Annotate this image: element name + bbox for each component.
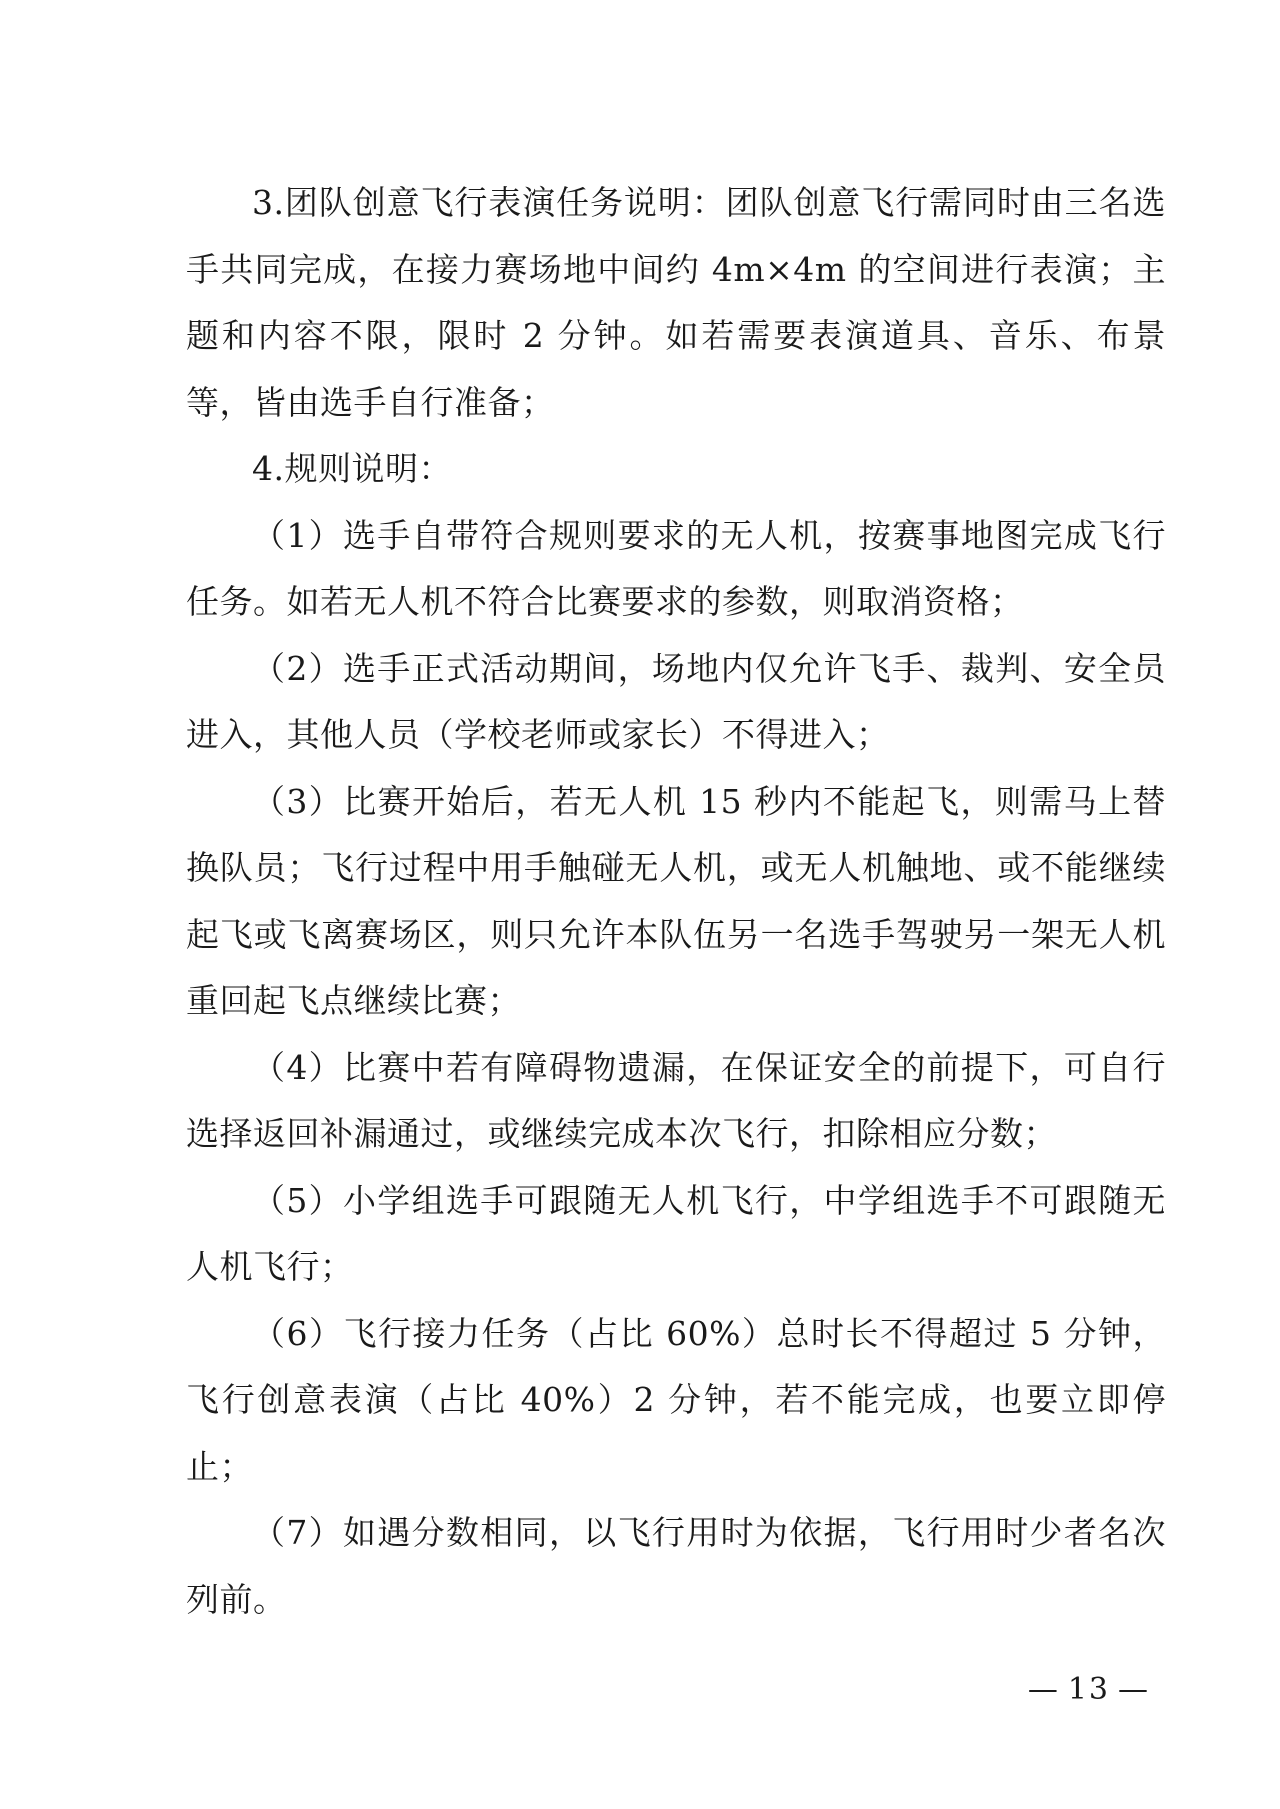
paragraph-rule-5: （5）小学组选手可跟随无人机飞行，中学组选手不可跟随无人机飞行； [186,1180,1166,1286]
page-number: 13 [1067,1672,1110,1707]
paragraph-task-description: 3.团队创意飞行表演任务说明：团队创意飞行需同时由三名选手共同完成，在接力赛场地中间约 4m×4m 的空间进行表演；主题和内容不限，限时 2 分钟。如若需要表演道具、音乐、布景等，皆由选手自行准备； [186,183,1166,422]
paragraph-rule-4: （4）比赛中若有障碍物遗漏，在保证安全的前提下，可自行选择返回补漏通过，或继续完成本次飞行，扣除相应分数； [186,1047,1166,1153]
body-text [186,170,1166,1633]
paragraph-rules-heading: 4.规则说明： [252,449,452,488]
paragraph-rule-7: （7）如遇分数相同，以飞行用时为依据，飞行用时少者名次列前。 [186,1513,1166,1619]
page-footer [1020,1672,1158,1707]
paragraph-rule-6: （6）飞行接力任务（占比 60%）总时长不得超过 5 分钟，飞行创意表演（占比 40%）2 分钟，若不能完成，也要立即停止； [186,1313,1166,1486]
footer-dash-left: — [1027,1672,1060,1707]
footer-dash-right: — [1118,1672,1150,1707]
paragraph-rule-2: （2）选手正式活动期间，场地内仅允许飞手、裁判、安全员进入，其他人员（学校老师或家长）不得进入； [186,648,1166,754]
paragraph-rule-3: （3）比赛开始后，若无人机 15 秒内不能起飞，则需马上替换队员；飞行过程中用手触碰无人机，或无人机触地、或不能继续起飞或飞离赛场区，则只允许本队伍另一名选手驾驶另一架无人机重回起飞点继续比赛； [186,781,1166,1020]
paragraph-rule-1: （1）选手自带符合规则要求的无人机，按赛事地图完成飞行任务。如若无人机不符合比赛要求的参数，则取消资格； [186,515,1166,621]
